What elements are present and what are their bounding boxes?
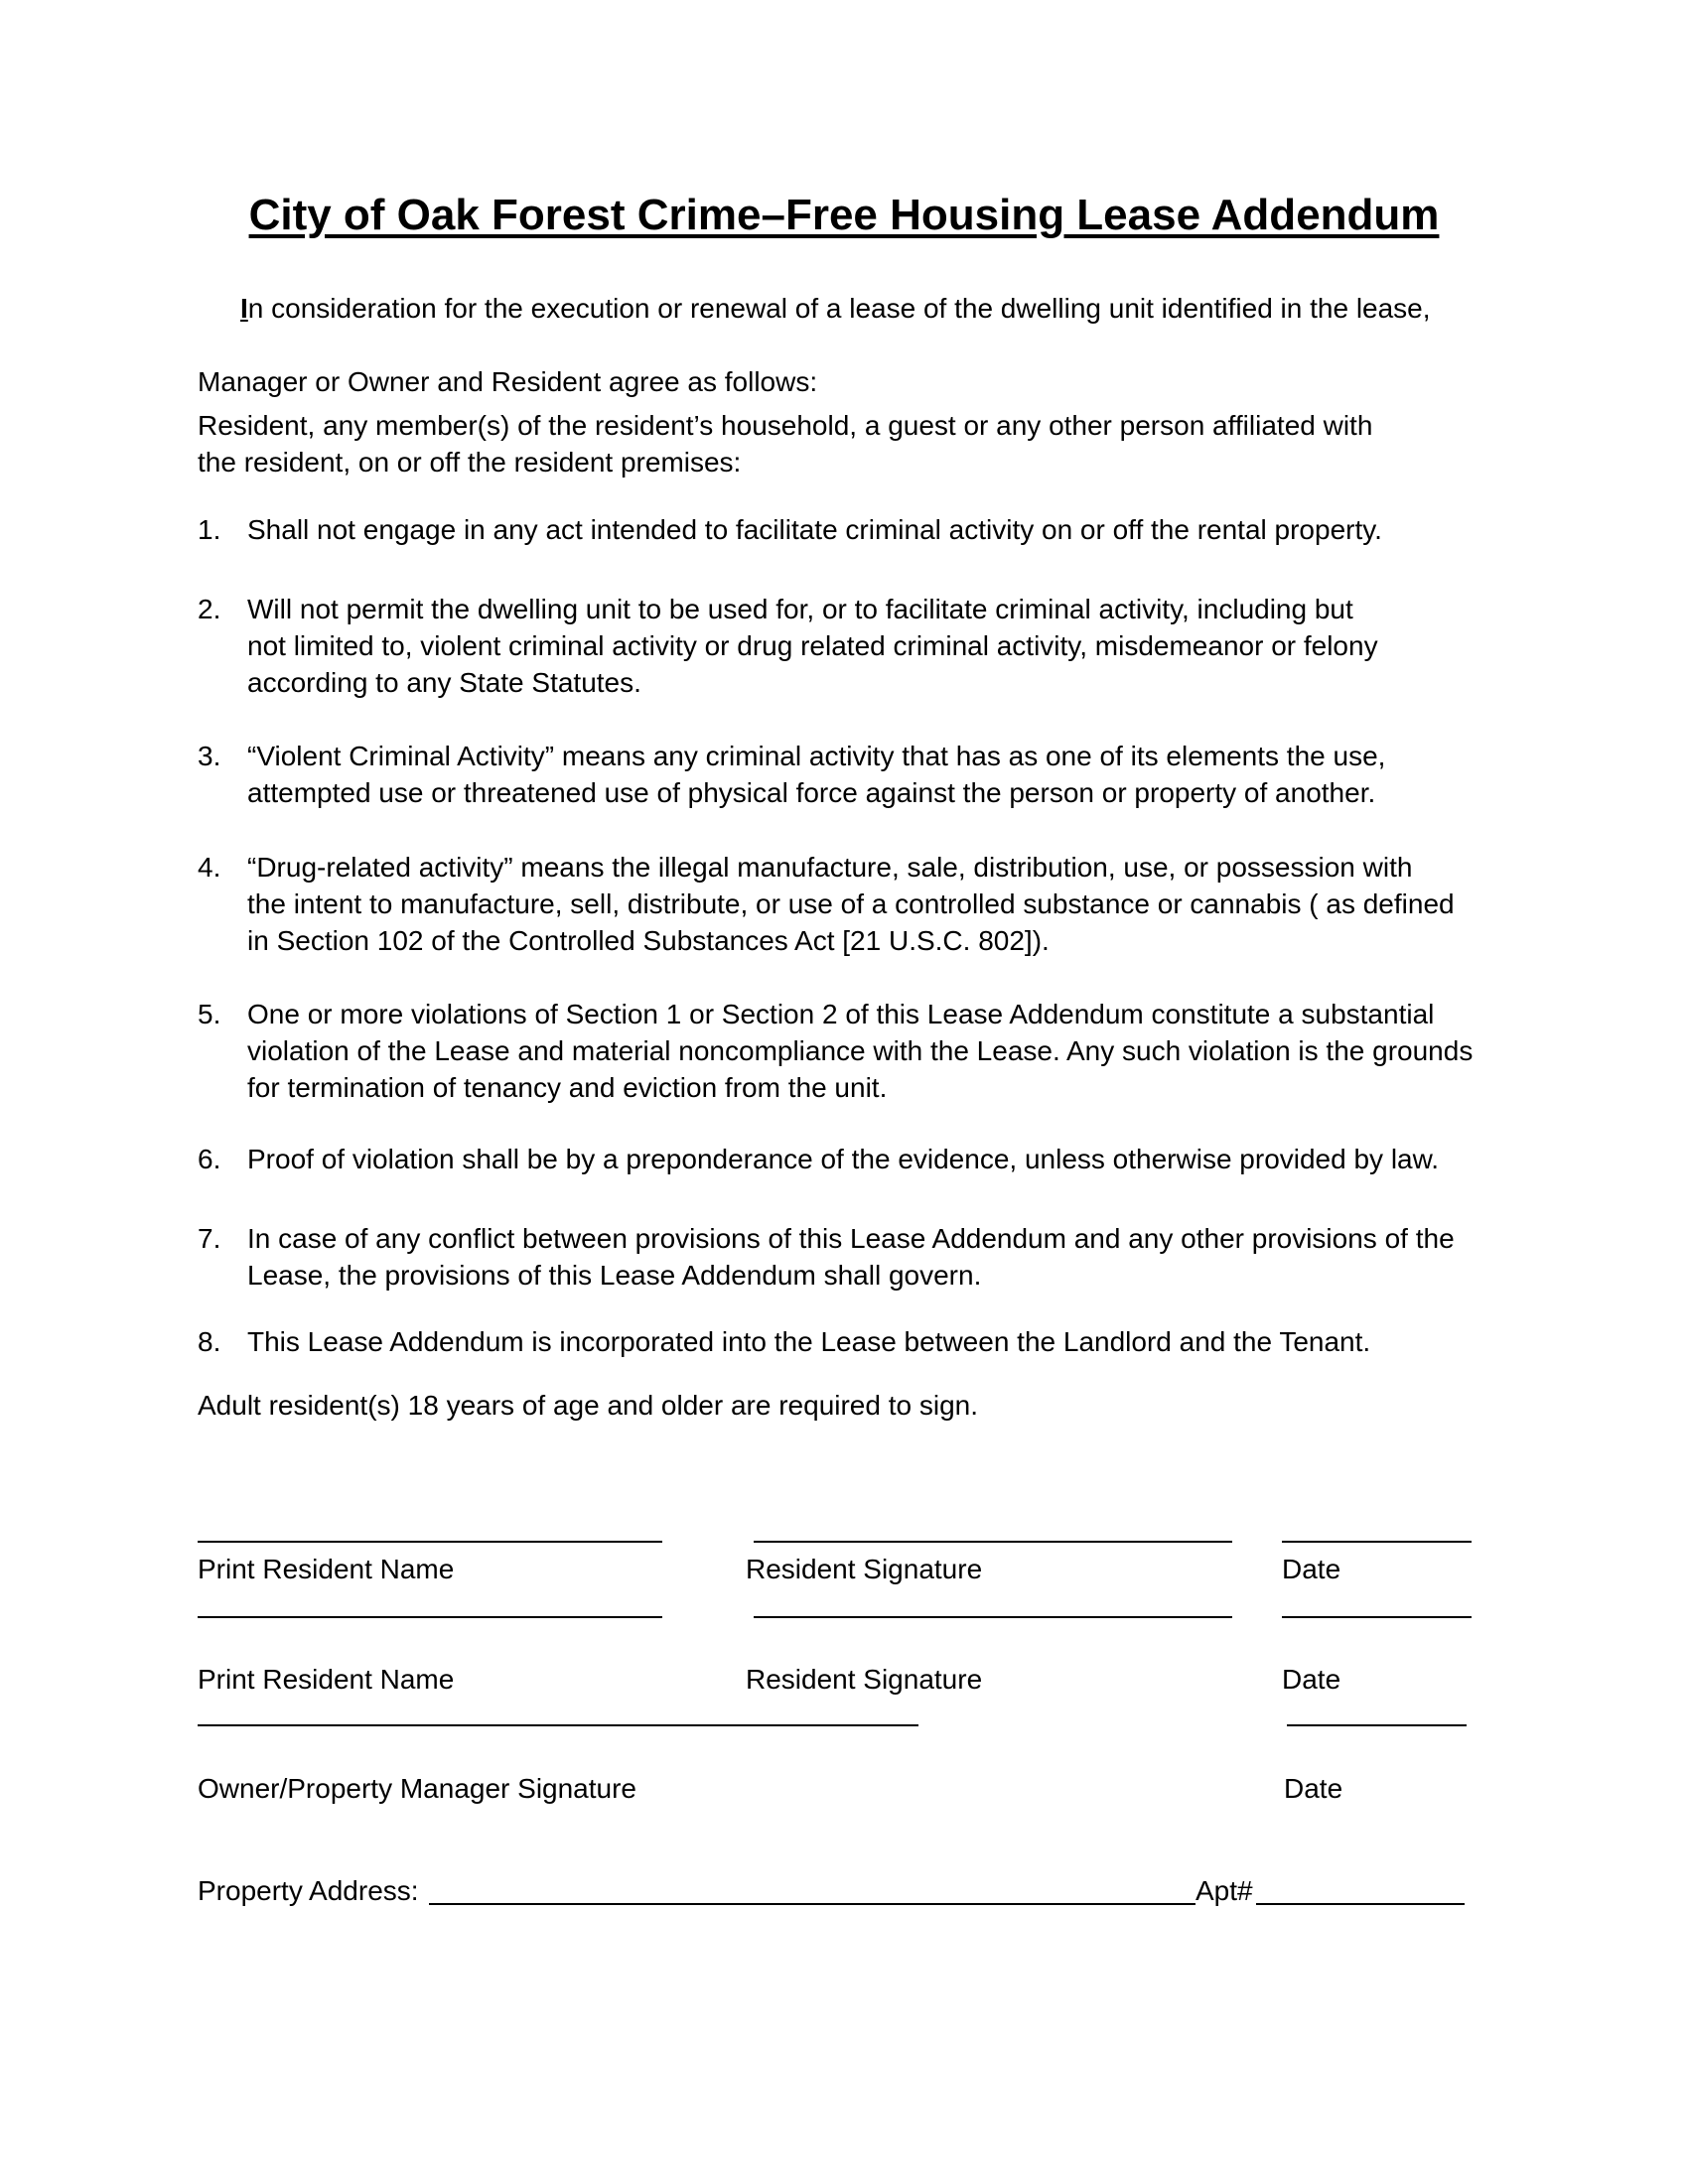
list-item-number: 2. — [198, 594, 221, 624]
list-item-text — [247, 511, 1382, 548]
list-item-line: Will not permit the dwelling unit to be used for, or to facilitate criminal activity, including but — [247, 594, 1353, 624]
list-item-line: Shall not engage in any act intended to facilitate criminal activity on or off the rental property. — [247, 514, 1382, 545]
list-item-line: This Lease Addendum is incorporated into the Lease between the Landlord and the Tenant. — [247, 1326, 1371, 1357]
resident-signature-line-1[interactable] — [754, 1541, 1232, 1543]
list-item-line: “Violent Criminal Activity” means any criminal activity that has as one of its elements the use, — [247, 741, 1386, 771]
resident-paragraph-line-1: Resident, any member(s) of the resident’s household, a guest or any other person affiliated with — [198, 410, 1373, 441]
list-item-number: 3. — [198, 741, 221, 771]
resident-signature-line-2[interactable] — [754, 1616, 1232, 1618]
list-item-line: violation of the Lease and material noncompliance with the Lease. Any such violation is the grounds — [247, 1035, 1474, 1066]
print-name-label-2: Print Resident Name — [198, 1664, 455, 1695]
owner-signature-label: Owner/Property Manager Signature — [198, 1773, 636, 1804]
list-item-text — [247, 996, 1473, 1106]
apt-line[interactable] — [1256, 1903, 1465, 1905]
list-item-text — [247, 738, 1385, 811]
list-item-number: 7. — [198, 1223, 221, 1254]
document-title: City of Oak Forest Crime–Free Housing Lease Addendum — [248, 191, 1440, 239]
intro-paragraph — [240, 290, 1431, 327]
list-item-number: 1. — [198, 514, 221, 545]
print-name-line-2[interactable] — [198, 1616, 662, 1618]
intro-drop-letter: I — [240, 293, 248, 324]
agree-line: Manager or Owner and Resident agree as follows: — [198, 366, 818, 397]
list-item-text — [247, 849, 1455, 959]
list-item-number: 6. — [198, 1144, 221, 1174]
date-line-1[interactable] — [1282, 1541, 1472, 1543]
list-item-number: 4. — [198, 852, 221, 883]
list-item-text — [247, 1220, 1455, 1294]
list-item-line: In case of any conflict between provisions of this Lease Addendum and any other provisions of the — [247, 1223, 1455, 1254]
list-item-line: not limited to, violent criminal activity or drug related criminal activity, misdemeanor or felony — [247, 630, 1378, 661]
list-item-number: 8. — [198, 1326, 221, 1357]
list-item-line: Proof of violation shall be by a preponderance of the evidence, unless otherwise provided by law. — [247, 1144, 1440, 1174]
list-item-line: according to any State Statutes. — [247, 667, 641, 698]
date-label-2: Date — [1282, 1664, 1341, 1695]
list-item-line: “Drug-related activity” means the illegal manufacture, sale, distribution, use, or possession with — [247, 852, 1413, 883]
list-item-line: Lease, the provisions of this Lease Addendum shall govern. — [247, 1260, 982, 1291]
owner-date-line[interactable] — [1287, 1724, 1467, 1726]
owner-signature-line[interactable] — [198, 1724, 918, 1726]
property-address-line[interactable] — [429, 1903, 1196, 1905]
property-address-label: Property Address: — [198, 1875, 419, 1906]
list-item-number: 5. — [198, 999, 221, 1029]
list-item-text — [247, 1323, 1370, 1360]
print-name-line-1[interactable] — [198, 1541, 662, 1543]
list-item-line: attempted use or threatened use of physical force against the person or property of another. — [247, 777, 1376, 808]
date-label-1: Date — [1282, 1554, 1341, 1584]
apt-label: Apt# — [1196, 1875, 1253, 1906]
resident-signature-label-2: Resident Signature — [746, 1664, 983, 1695]
adult-signature-note: Adult resident(s) 18 years of age and older are required to sign. — [198, 1390, 979, 1421]
print-name-label-1: Print Resident Name — [198, 1554, 455, 1584]
list-item-line: in Section 102 of the Controlled Substances Act [21 U.S.C. 802]). — [247, 925, 1050, 956]
list-item-text — [247, 1141, 1439, 1177]
resident-paragraph-line-2: the resident, on or off the resident premises: — [198, 447, 742, 478]
resident-signature-label-1: Resident Signature — [746, 1554, 983, 1584]
list-item-text — [247, 591, 1378, 701]
owner-date-label: Date — [1284, 1773, 1343, 1804]
intro-text: n consideration for the execution or renewal of a lease of the dwelling unit identified in the lease, — [247, 293, 1431, 324]
list-item-line: the intent to manufacture, sell, distribute, or use of a controlled substance or cannabis ( as defined — [247, 888, 1455, 919]
list-item-line: for termination of tenancy and eviction from the unit. — [247, 1072, 888, 1103]
list-item-line: One or more violations of Section 1 or Section 2 of this Lease Addendum constitute a substantial — [247, 999, 1435, 1029]
date-line-2[interactable] — [1282, 1616, 1472, 1618]
